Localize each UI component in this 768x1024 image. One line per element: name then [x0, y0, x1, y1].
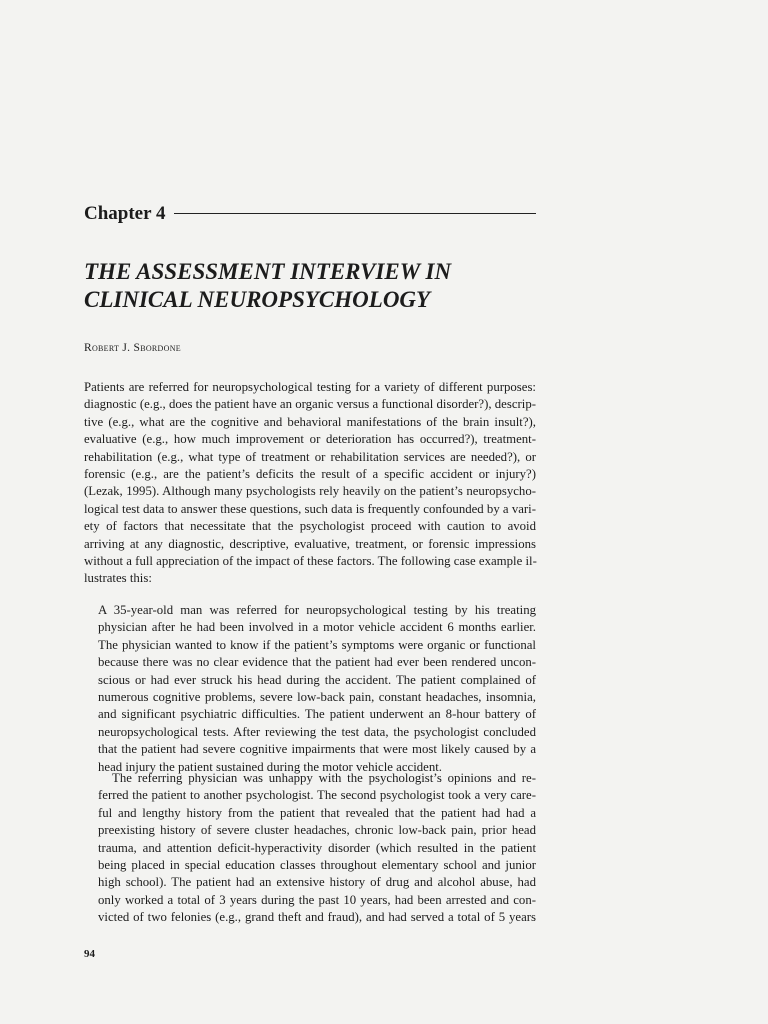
case-example-continued-paragraph	[98, 770, 536, 927]
text-line: preexisting history of severe cluster headaches, chronic low-back pain, prior head	[98, 823, 536, 838]
chapter-label: Chapter 4	[84, 203, 166, 224]
text-line: high school). The patient had an extensive history of drug and alcohol abuse, had	[98, 875, 536, 890]
chapter-title-line: THE ASSESSMENT INTERVIEW IN	[84, 259, 452, 284]
chapter-title	[84, 258, 544, 314]
chapter-rule	[174, 213, 536, 214]
text-line: only worked a total of 3 years during the past 10 years, had been arrested and con-	[98, 892, 536, 907]
text-line: arriving at any diagnostic, descriptive, evaluative, treatment, or forensic impressions	[84, 536, 536, 551]
text-line: diagnostic (e.g., does the patient have an organic versus a functional disorder?), descrip-	[84, 397, 536, 412]
page-number: 94	[84, 948, 95, 960]
text-line: and significant psychiatric difficulties. The patient underwent an 8-hour battery of	[98, 707, 536, 722]
text-line: tive (e.g., what are the cognitive and behavioral manifestations of the brain insult?),	[84, 414, 536, 429]
text-line: scious or had ever struck his head during the accident. The patient complained of	[98, 672, 536, 687]
text-line: evaluative (e.g., how much improvement or deterioration has occurred?), treatment-	[84, 432, 536, 447]
chapter-title-line: CLINICAL NEUROPSYCHOLOGY	[84, 287, 431, 312]
text-line: Patients are referred for neuropsychological testing for a variety of different purposes:	[84, 380, 536, 394]
text-line: rehabilitation (e.g., what type of treatment or rehabilitation services are needed?), or	[84, 449, 536, 464]
author-name: Robert J. Sbordone	[84, 342, 181, 354]
text-line: numerous cognitive problems, severe low-back pain, constant headaches, insomnia,	[98, 690, 536, 705]
text-line: The referring physician was unhappy with the psychologist’s opinions and re-	[112, 771, 536, 785]
text-line: The physician wanted to know if the patient’s symptoms were organic or functional	[98, 637, 536, 652]
intro-paragraph	[84, 379, 536, 588]
text-line: without a full appreciation of the impact of these factors. The following case example il-	[84, 554, 537, 569]
text-line: lustrates this:	[84, 571, 152, 586]
text-line: head injury the patient sustained during the motor vehicle accident.	[98, 759, 442, 774]
case-example-paragraph	[98, 602, 536, 776]
text-line: neuropsychological tests. After reviewing the test data, the psychologist concluded	[98, 724, 536, 739]
text-line: trauma, and attention deficit-hyperactivity disorder (which resulted in the patient	[98, 840, 536, 855]
text-line: logical test data to answer these questions, such data is frequently confounded by a vari-	[84, 501, 536, 516]
text-line: because there was no clear evidence that the patient had ever been rendered uncon-	[98, 655, 536, 670]
text-line: ful and lengthy history from the patient that revealed that the patient had had a	[98, 805, 536, 820]
text-line: ferred the patient to another psychologist. The second psychologist took a very care-	[98, 788, 536, 803]
chapter-heading	[84, 200, 536, 230]
text-line: that the patient had severe cognitive impairments that were most likely caused by a	[98, 742, 536, 757]
text-line: ety of factors that necessitate that the psychologist proceed with caution to avoid	[84, 519, 536, 534]
text-line: (Lezak, 1995). Although many psychologists rely heavily on the patient’s neuropsycho-	[84, 484, 536, 499]
text-line: victed of two felonies (e.g., grand theft and fraud), and had served a total of 5 years	[98, 910, 536, 925]
text-line: forensic (e.g., are the patient’s deficits the result of a specific accident or injury?)	[84, 467, 536, 482]
text-line: being placed in special education classes throughout elementary school and junior	[98, 858, 536, 873]
text-line: physician after he had been involved in a motor vehicle accident 6 months earlier.	[98, 620, 536, 635]
text-line: A 35-year-old man was referred for neuropsychological testing by his treating	[98, 603, 536, 617]
